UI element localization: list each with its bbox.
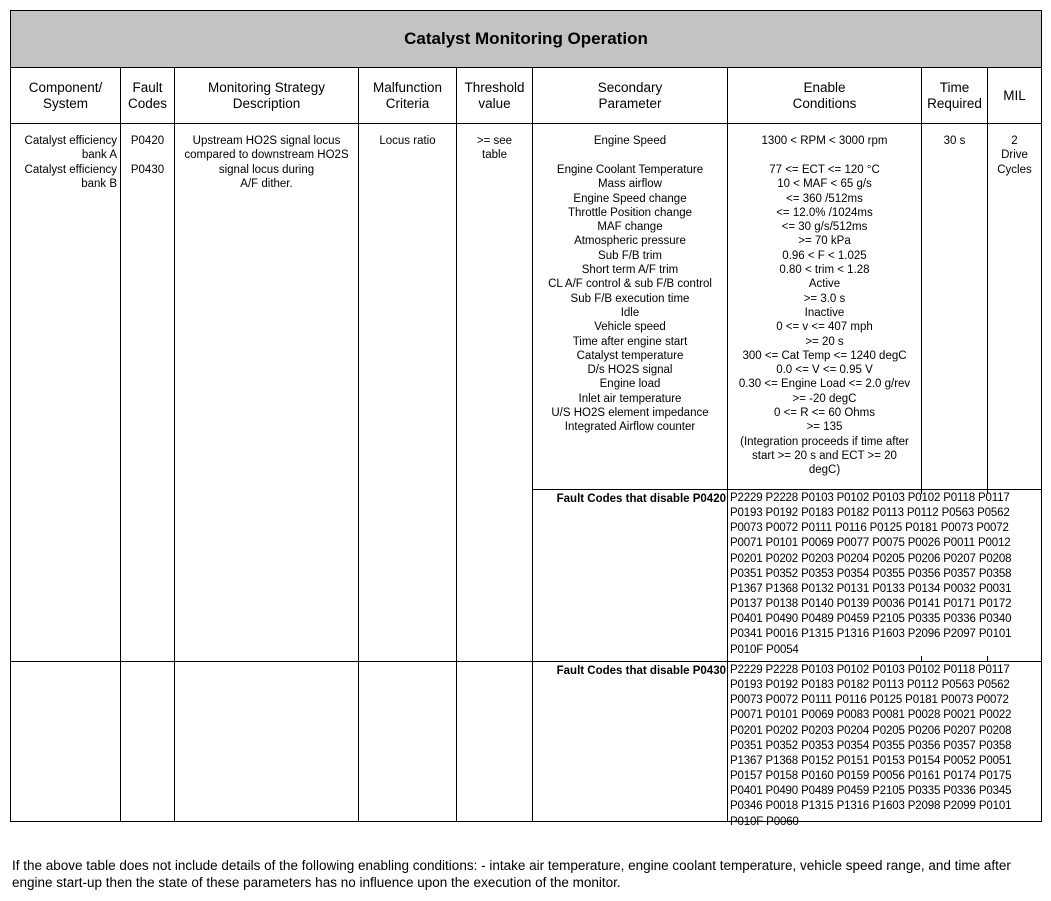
threshold-line: table [482,149,507,162]
header-mil: MIL [1003,87,1026,103]
secondary-param-engine-speed: Engine Speed [593,135,667,147]
strategy-line: A/F dither. [240,177,293,190]
col-divider [921,68,922,489]
col-divider [456,68,457,821]
header-divider [11,123,1041,124]
secondary-parameter: Catalyst temperature [576,349,684,362]
time-required: 30 s [943,135,966,147]
enable-condition: 10 < MAF < 65 g/s [777,178,872,191]
enable-condition: 300 <= Cat Temp <= 1240 degC [742,349,907,362]
secondary-parameter: Sub F/B trim [598,249,662,262]
enable-condition: <= 360 /512ms [786,192,863,205]
col-divider [987,68,988,489]
enable-condition: >= -20 degC [792,392,857,405]
header-secondary-parameter: Secondary Parameter [597,79,663,111]
enable-condition: 0.80 < trim < 1.28 [779,264,870,277]
col-divider [358,68,359,821]
enable-condition: 77 <= ECT <= 120 °C [769,164,880,176]
row-divider [11,661,1041,662]
mil-line: Drive [1001,149,1028,162]
enable-condition: (Integration proceeds if time after [740,435,909,448]
secondary-parameter: D/s HO2S signal [587,364,673,377]
secondary-parameter: Mass airflow [598,178,662,191]
strategy-line: compared to downstream HO2S [184,149,349,162]
secondary-parameter: U/S HO2S element impedance [551,407,709,420]
component-bank-b: Catalyst efficiency bank B [24,164,117,191]
fault-code-p0420: P0420 [130,135,165,147]
table-title: Catalyst Monitoring Operation [11,11,1041,68]
secondary-parameter: Engine Speed change [573,192,687,205]
enable-condition: Active [808,278,841,291]
enable-conditions-list [728,163,921,478]
enable-condition: >= 20 s [805,335,844,348]
disable-p0430-codes: P2229 P2228 P0103 P0102 P0103 P0102 P0118 P0117 P0193 P0192 P0183 P0182 P0113 P0112 P0563 P0562 P0073 P0072 P0111 P0116 P0125 P0181 P0073 P0072 P0071 P0101 P0069 P0083 P0081 P0028 P0021 P0022 P0201 P0202 P0203 P0204 P0205 P0206 P0207 P0208 P0351 P0352 P0353 P0354 P0355 P0356 P0357 P0358 P1367 P1368 P0152 P0151 P0153 P0154 P0052 P0051 P0157 P0158 P0160 P0159 P0056 P0161 P0174 P0175 P0401 P0490 P0489 P0459 P2105 P0335 P0336 P0345 P0346 P0018 P1315 P1316 P1603 P2098 P2099 P0101 P010F P0060 [730,664,1012,828]
secondary-parameter: Engine Coolant Temperature [556,164,704,176]
enable-condition: <= 12.0% /1024ms [776,206,873,219]
enable-condition: start >= 20 s and ECT >= 20 [752,449,897,462]
secondary-parameter: Vehicle speed [594,321,666,334]
enable-condition: degC) [808,464,841,477]
header-time-required: Time Required [927,79,982,111]
enable-condition: <= 30 g/s/512ms [781,221,868,234]
enable-condition-engine-speed: 1300 < RPM < 3000 rpm [761,135,888,147]
header-monitoring-strategy: Monitoring Strategy Description [207,79,326,111]
header-fault-codes: Fault Codes [127,79,168,111]
fault-code-p0430: P0430 [130,164,165,176]
disable-p0430-label: Fault Codes that disable P0430 [556,665,726,677]
monitoring-strategy-description [175,134,358,191]
table-grid [11,68,1041,828]
strategy-line: Upstream HO2S signal locus [192,135,341,147]
enable-condition: 0.96 < F < 1.025 [782,249,867,262]
disable-p0420-codes: P2229 P2228 P0103 P0102 P0103 P0102 P0118 P0117 P0193 P0192 P0183 P0182 P0113 P0112 P0563 P0562 P0073 P0072 P0111 P0116 P0125 P0181 P0073 P0072 P0071 P0101 P0069 P0077 P0075 P0026 P0011 P0012 P0201 P0202 P0203 P0204 P0205 P0206 P0207 P0208 P0351 P0352 P0353 P0354 P0355 P0356 P0357 P0358 P1367 P1368 P0132 P0131 P0133 P0134 P0032 P0031 P0137 P0138 P0140 P0139 P0036 P0141 P0171 P0172 P0401 P0490 P0489 P0459 P2105 P0335 P0336 P0340 P0341 P0016 P1315 P1316 P1603 P2096 P2097 P0101 P010F P0054 [730,492,1012,656]
header-component: Component/ System [28,79,103,111]
enable-condition: >= 70 kPa [798,235,851,248]
enable-condition: 0 <= R <= 60 Ohms [773,407,875,420]
component-bank-a: Catalyst efficiency bank A [24,135,117,162]
header-malfunction-criteria: Malfunction Criteria [372,79,443,111]
enable-condition: 0.0 <= V <= 0.95 V [776,364,873,377]
enable-condition: Inactive [804,306,845,319]
secondary-parameter: Sub F/B execution time [570,292,690,305]
secondary-parameter: Throttle Position change [567,206,693,219]
mil-line: Cycles [997,163,1032,176]
secondary-parameter: Idle [620,306,640,319]
strategy-line: signal locus during [218,163,315,176]
enable-condition: >= 135 [806,421,843,434]
secondary-parameter: Engine load [599,378,661,391]
row-divider [532,489,1041,490]
malfunction-criteria: Locus ratio [379,135,436,147]
col-divider [120,68,121,821]
secondary-parameter: Atmospheric pressure [574,235,686,248]
secondary-parameter: Integrated Airflow counter [564,421,696,434]
enable-condition: 0.30 <= Engine Load <= 2.0 g/rev [738,378,911,391]
header-enable-conditions: Enable Conditions [792,79,857,111]
secondary-parameter-list [533,163,727,435]
mil-line: 2 [1011,135,1018,147]
disable-p0420-label: Fault Codes that disable P0420 [556,493,726,505]
secondary-parameter: Time after engine start [572,335,688,348]
secondary-parameter: Short term A/F trim [581,264,679,277]
threshold-line: >= see [476,135,513,147]
enable-condition: >= 3.0 s [803,292,846,305]
threshold-value [457,134,532,163]
footnote: If the above table does not include details of the following enabling conditions: - intake air temperature, engine coolant temperature, vehicle speed range, and time after engine start-up then the state of these parameters has no influence upon the execution of the monitor. [12,858,1011,890]
catalyst-monitoring-table [10,10,1042,828]
secondary-parameter: Inlet air temperature [578,392,682,405]
secondary-parameter: CL A/F control & sub F/B control [548,278,712,291]
header-threshold-value: Threshold value [464,79,525,111]
secondary-parameter: MAF change [597,221,663,234]
enable-condition: 0 <= v <= 407 mph [776,321,873,334]
mil-value [988,134,1041,177]
